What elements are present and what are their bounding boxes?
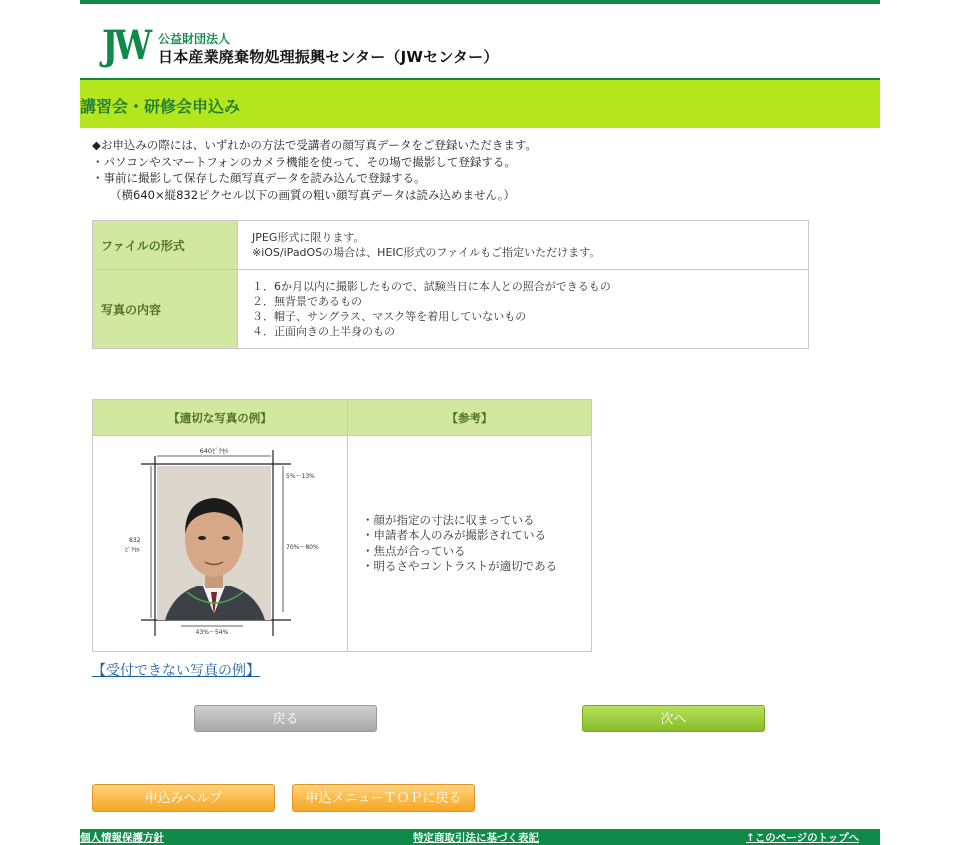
intro-line: ・事前に撮影して保存した顔写真データを読み込んで登録する。 (92, 171, 426, 185)
next-button[interactable]: 次へ (582, 705, 765, 732)
menu-top-button[interactable]: 申込メニューＴＯＰに戻る (292, 784, 475, 812)
photo-content-line: １．6か月以内に撮影したもので、試験当日に本人との照合ができるもの (252, 280, 611, 293)
site-header (80, 4, 880, 78)
page-title: 講習会・研修会申込み (80, 97, 241, 116)
table-row (93, 221, 809, 270)
file-format-label: ファイルの形式 (93, 221, 238, 270)
page-top-link[interactable]: ↑このページのトップへ (746, 832, 860, 844)
photo-content-line: ４．正面向きの上半身のもの (252, 325, 395, 338)
table-row (93, 270, 809, 349)
table-row (93, 436, 592, 652)
photo-example-cell (93, 436, 348, 652)
note-item: ・顔が指定の寸法に収まっている (362, 512, 535, 527)
photo-content-line: ２．無背景であるもの (252, 295, 362, 308)
diagram-height-label: 832 (129, 537, 141, 544)
photo-content-line: ３．帽子、サングラス、マスク等を着用していないもの (252, 310, 527, 323)
diagram-width-label: 640ﾋﾟｸｾﾙ (199, 447, 229, 455)
file-format-cell (238, 221, 809, 270)
site-footer (80, 829, 880, 845)
photo-content-label: 写真の内容 (93, 270, 238, 349)
page (80, 0, 880, 845)
reference-header: 【参考】 (348, 400, 592, 436)
note-item: ・明るさやコントラストが適切である (362, 559, 558, 573)
note-item: ・焦点が合っている (362, 543, 466, 558)
photo-content-cell (238, 270, 809, 349)
unacceptable-photos-link[interactable]: 【受付できない写真の例】 (92, 663, 260, 679)
photo-spec-table (92, 220, 809, 349)
file-format-line: ※iOS/iPadOSの場合は、HEIC形式のファイルもご指定いただけます。 (252, 246, 601, 259)
reference-notes (348, 436, 592, 652)
diagram-top-margin-label: 5%～13% (286, 473, 315, 480)
commerce-law-link[interactable]: 特定商取引法に基づく表記 (413, 832, 539, 844)
privacy-policy-link[interactable]: 個人情報保護方針 (80, 832, 164, 844)
title-band (80, 78, 880, 128)
back-button[interactable]: 戻る (194, 705, 377, 732)
diagram-face-width-label: 43%～54% (195, 629, 229, 636)
intro-note: （横640×縦832ピクセル以下の画質の粗い顔写真データは読み込めません。） (110, 187, 515, 202)
photo-dimension-diagram (93, 436, 347, 651)
org-subtitle: 公益財団法人 (158, 32, 231, 46)
application-help-button[interactable]: 申込みヘルプ (92, 784, 275, 812)
org-name: 日本産業廃棄物処理振興センター（JWセンター） (158, 48, 499, 66)
diagram-face-height-label: 70%～80% (286, 544, 319, 551)
diagram-height-unit-label: ﾋﾟｸｾﾙ (125, 547, 141, 554)
table-row (93, 400, 592, 436)
file-format-line: JPEG形式に限ります。 (252, 231, 365, 244)
photo-example-table (92, 399, 592, 652)
intro-text (92, 137, 537, 203)
jw-logo[interactable]: JW (102, 22, 148, 69)
intro-line: ◆お申込みの際には、いずれかの方法で受講者の顔写真データをご登録いただきます。 (92, 138, 537, 152)
good-photo-header: 【適切な写真の例】 (93, 400, 348, 436)
note-item: ・申請者本人のみが撮影されている (362, 528, 546, 542)
intro-line: ・パソコンやスマートフォンのカメラ機能を使って、その場で撮影して登録する。 (92, 154, 516, 169)
